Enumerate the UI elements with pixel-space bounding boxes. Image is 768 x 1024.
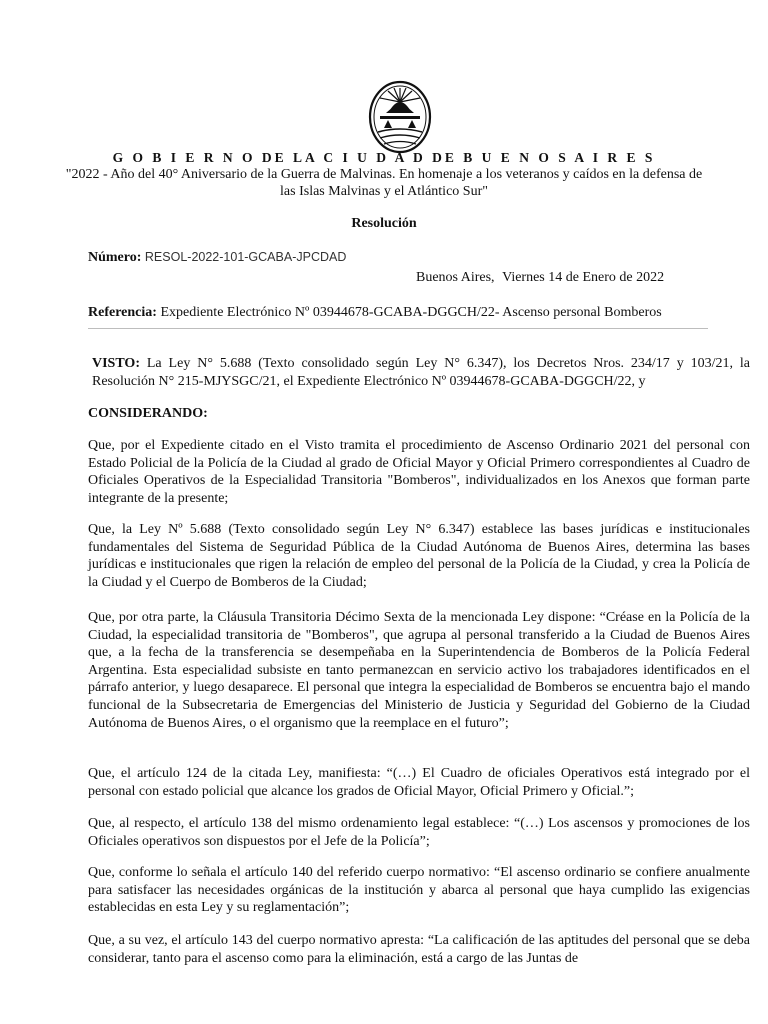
paragraph-2: Que, la Ley Nº 5.688 (Texto consolidado según Ley N° 6.347) establece las bases jurídicas e institucionales fundamentales del Sistema de Seguridad Pública de la Ciudad Autónoma de Buenos Aires, determina las bases jurídicas e institucionales que rigen la relación de empleo del personal de la Policía de la Ciudad, y crea la Policía de la Ciudad y el Cuerpo de Bomberos de la Ciudad;	[88, 522, 750, 590]
visto-text: La Ley N° 5.688 (Texto consolidado según Ley N° 6.347), los Decretos Nros. 234/17 y 103/21, la Resolución N° 215-MJYSGC/21, el Expediente Electrónico Nº 03944678-GCABA-DGGCH/22, y	[92, 356, 750, 389]
reference-row	[88, 305, 662, 321]
place-text: Buenos Aires,	[416, 270, 495, 285]
paragraph-7: Que, a su vez, el artículo 143 del cuerpo normativo apresta: “La calificación de las aptitudes del personal que se deba considerar, tanto para el ascenso como para la eliminación, está a cargo de las Juntas de	[88, 933, 750, 966]
number-value: RESOL-2022-101-GCABA-JPCDAD	[144, 250, 347, 264]
reference-label: Referencia:	[88, 305, 157, 320]
visto-label: VISTO:	[92, 356, 140, 371]
document-type-title: Resolución	[351, 216, 417, 231]
government-title: G O B I E R N O DE LA C I U D A D DE B U E N O S A I R E S	[112, 150, 656, 165]
reference-value: Expediente Electrónico Nº 03944678-GCABA-DGGCH/22- Ascenso personal Bomberos	[160, 305, 662, 320]
city-coat-of-arms-seal	[368, 80, 432, 154]
paragraph-5: Que, al respecto, el artículo 138 del mismo ordenamiento legal establece: “(…) Los ascensos y promociones de los Oficiales operativos son dispuestos por el Jefe de la Policía”;	[88, 816, 750, 849]
date-row	[416, 270, 664, 286]
paragraph-6: Que, conforme lo señala el artículo 140 del referido cuerpo normativo: “El ascenso ordinario se confiere anualmente para satisfacer las necesidades orgánicas de la institución y abarca al personal que haya cumplido las exigencias establecidas en esta Ley y su reglamentación”;	[88, 865, 750, 916]
considerando-heading: CONSIDERANDO:	[88, 406, 208, 421]
header-divider	[88, 328, 708, 329]
date-text: Viernes 14 de Enero de 2022	[502, 270, 665, 285]
paragraph-4: Que, el artículo 124 de la citada Ley, manifiesta: “(…) El Cuadro de oficiales Operativos está integrado por el personal con estado policial que alcance los grados de Oficial Mayor, Oficial Primero y Oficial.”;	[88, 766, 750, 799]
year-motto: "2022 - Año del 40° Aniversario de la Guerra de Malvinas. En homenaje a los veteranos y caídos en la defensa de las Islas Malvinas y el Atlántico Sur"	[65, 167, 703, 199]
number-label: Número:	[88, 250, 142, 265]
paragraph-1: Que, por el Expediente citado en el Visto tramita el procedimiento de Ascenso Ordinario 2021 del personal con Estado Policial de la Policía de la Ciudad al grado de Oficial Mayor y Oficial Primero correspondientes al Cuadro de Oficiales Operativos de la Especialidad Transitoria "Bomberos", individualizados en los Anexos que forman parte integrante de la presente;	[88, 438, 750, 506]
visto-paragraph	[88, 355, 750, 390]
number-row	[88, 250, 346, 266]
paragraph-3: Que, por otra parte, la Cláusula Transitoria Décimo Sexta de la mencionada Ley dispone: “Créase en la Policía de la Ciudad, la especialidad transitoria de "Bomberos", que agrupa al personal transferido a la Ciudad de Buenos Aires que, a la fecha de la transferencia se desempeñaba en la Superintendencia de Bomberos de la Policía Federal Argentina. Esta especialidad subsiste en tanto permanezcan en servicio activo los trabajadores identificados en el párrafo anterior, y luego desaparece. El personal que integra la especialidad de Bomberos se encuentra bajo el mando funcional de la Subsecretaria de Emergencias del Ministerio de Justicia y Seguridad del Gobierno de la Ciudad Autónoma de Buenos Aires, o el organismo que la reemplace en el futuro”;	[88, 610, 750, 731]
